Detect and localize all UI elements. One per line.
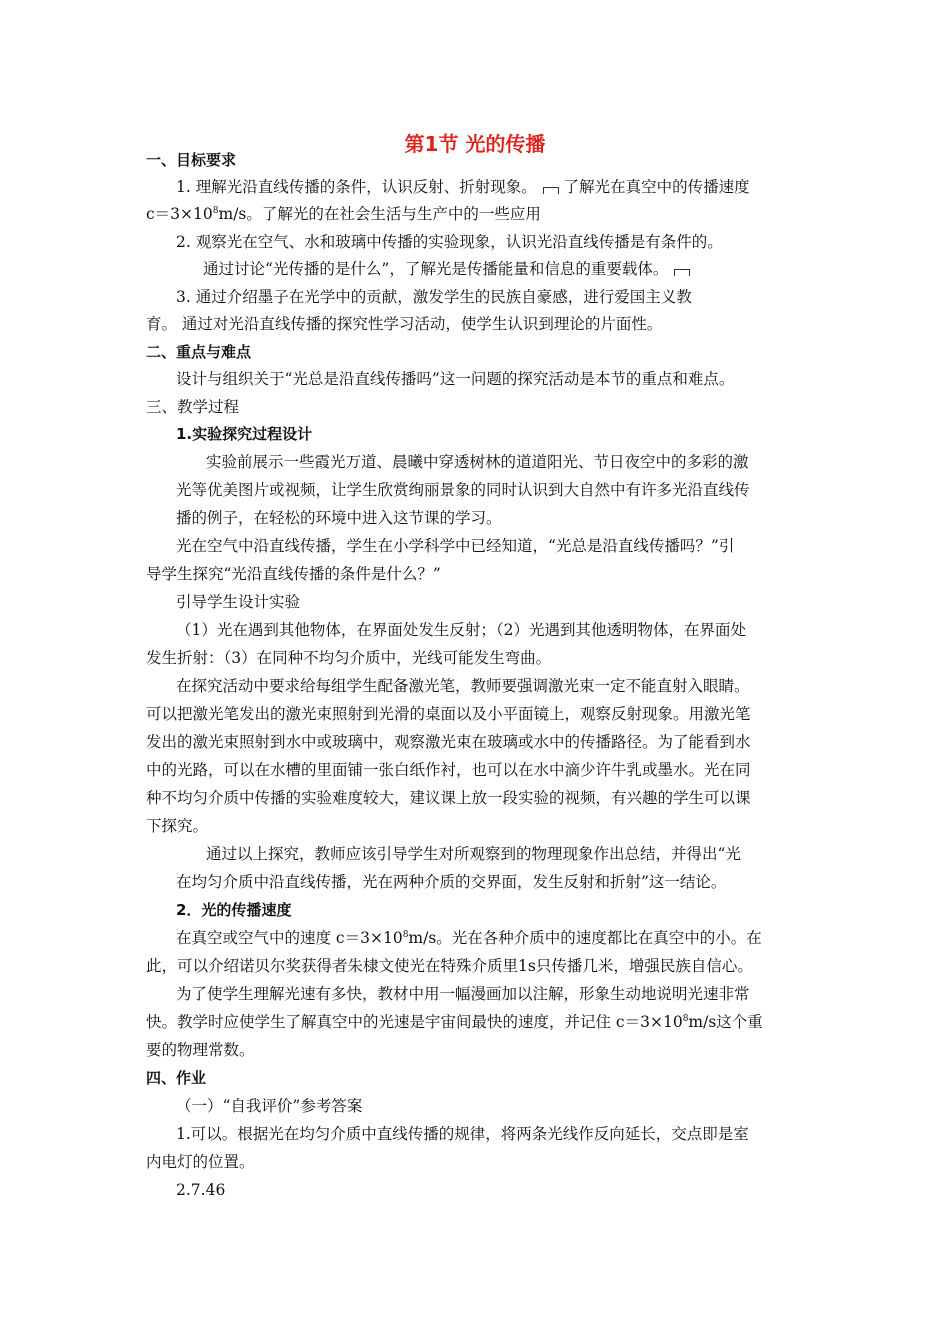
paragraph-line: 可以把激光笔发出的激光束照射到光滑的桌面以及小平面镜上，观察反射现象。用激光笔 xyxy=(146,705,751,723)
paragraph-line: 种不均匀介质中传播的实验难度较大，建议课上放一段实验的视频，有兴趣的学生可以课 xyxy=(146,789,751,807)
paragraph-line: 设计与组织关于“光总是沿直线传播吗”这一问题的探究活动是本节的重点和难点。 xyxy=(176,370,735,388)
paragraph-line: 播的例子，在轻松的环境中进入这节课的学习。 xyxy=(176,509,502,527)
paragraph-line: 光在空气中沿直线传播，学生在小学科学中已经知道，“光总是沿直线传播吗？”引 xyxy=(176,537,735,555)
paragraph-line: $c=3\times 10^8m/s$。了解光的在社会生活与生产中的一些应用 xyxy=(146,205,541,223)
section-heading-goals: 一、目标要求 xyxy=(146,151,237,169)
paragraph-line: 在均匀介质中沿直线传播，光在两种介质的交界面，发生反射和折射”这一结论。 xyxy=(176,873,727,891)
section-heading-focus: 二、重点与难点 xyxy=(146,343,252,361)
paragraph-line: 引导学生设计实验 xyxy=(176,593,301,611)
paragraph-line: 要的物理常数。 xyxy=(146,1041,255,1059)
paragraph-line: 导学生探究“光沿直线传播的条件是什么？” xyxy=(146,565,441,583)
section-heading-process: 三、教学过程 xyxy=(146,398,240,416)
paragraph-line: 育。 通过对光沿直线传播的探究性学习活动，使学生认识到理论的片面性。 xyxy=(146,315,663,333)
paragraph-line: 通过以上探究，教师应该引导学生对所观察到的物理现象作出总结，并得出“光 xyxy=(206,845,741,863)
paragraph-line: 中的光路，可以在水槽的里面铺一张白纸作衬，也可以在水中滴少许牛乳或墨水。光在同 xyxy=(146,761,751,779)
paragraph-line: 此，可以介绍诺贝尔奖获得者朱棣文使光在特殊介质里1s只传播几米，增强民族自信心。 xyxy=(146,957,753,975)
paragraph-line: 光等优美图片或视频，让学生欣赏绚丽景象的同时认识到大自然中有许多光沿直线传 xyxy=(176,481,750,499)
paragraph-line: 发出的激光束照射到水中或玻璃中，观察激光束在玻璃或水中的传播路径。为了能看到水 xyxy=(146,733,751,751)
paragraph-line: 快。教学时应使学生了解真空中的光速是宇宙间最快的速度，并记住 $c=3\times 10^8m/s$这个重 xyxy=(146,1013,763,1031)
paragraph-line: （一）“自我评价”参考答案 xyxy=(176,1097,363,1115)
paragraph-line: 2. 观察光在空气、水和玻璃中传播的实验现象，认识光沿直线传播是有条件的。 xyxy=(176,233,723,251)
paragraph-line: 在探究活动中要求给每组学生配备激光笔，教师要强调激光束一定不能直射入眼睛。 xyxy=(176,677,750,695)
paragraph-line: 1. 理解光沿直线传播的条件，认识反射、折射现象。 了解光在真空中的传播速度 xyxy=(176,178,750,196)
subheading-experiment: 1.实验探究过程设计 xyxy=(176,425,313,443)
edit-mark-icon xyxy=(543,187,559,194)
paragraph-line: 为了使学生理解光速有多快，教材中用一幅漫画加以注解，形象生动地说明光速非常 xyxy=(176,985,750,1003)
paragraph-line: 发生折射：（3）在同种不均匀介质中，光线可能发生弯曲。 xyxy=(146,649,552,667)
paragraph-line: 通过讨论“光传播的是什么”，了解光是传播能量和信息的重要载体。 xyxy=(203,259,690,279)
paragraph-line: 1.可以。根据光在均匀介质中直线传播的规律，将两条光线作反向延长，交点即是室 xyxy=(176,1125,749,1143)
paragraph-line: 内电灯的位置。 xyxy=(146,1153,255,1171)
edit-mark-icon xyxy=(674,269,690,276)
section-heading-homework: 四、作业 xyxy=(146,1069,207,1087)
paragraph-line: 实验前展示一些霞光万道、晨曦中穿透树林的道道阳光、节日夜空中的多彩的激 xyxy=(206,453,749,471)
page-title: 第1节 光的传播 xyxy=(404,132,546,156)
subheading-speed: 2．光的传播速度 xyxy=(176,901,292,919)
paragraph-line: （1）光在遇到其他物体，在界面处发生反射；（2）光遇到其他透明物体，在界面处 xyxy=(176,621,746,639)
paragraph-line: 2.7.46 xyxy=(176,1181,226,1199)
paragraph-line: 在真空或空气中的速度 $c=3\times 10^8m/s$。光在各种介质中的速度都比在真空中的小。在 xyxy=(176,929,762,947)
paragraph-line: 3. 通过介绍墨子在光学中的贡献，激发学生的民族自豪感，进行爱国主义教 xyxy=(176,288,692,306)
paragraph-line: 下探究。 xyxy=(146,817,209,835)
